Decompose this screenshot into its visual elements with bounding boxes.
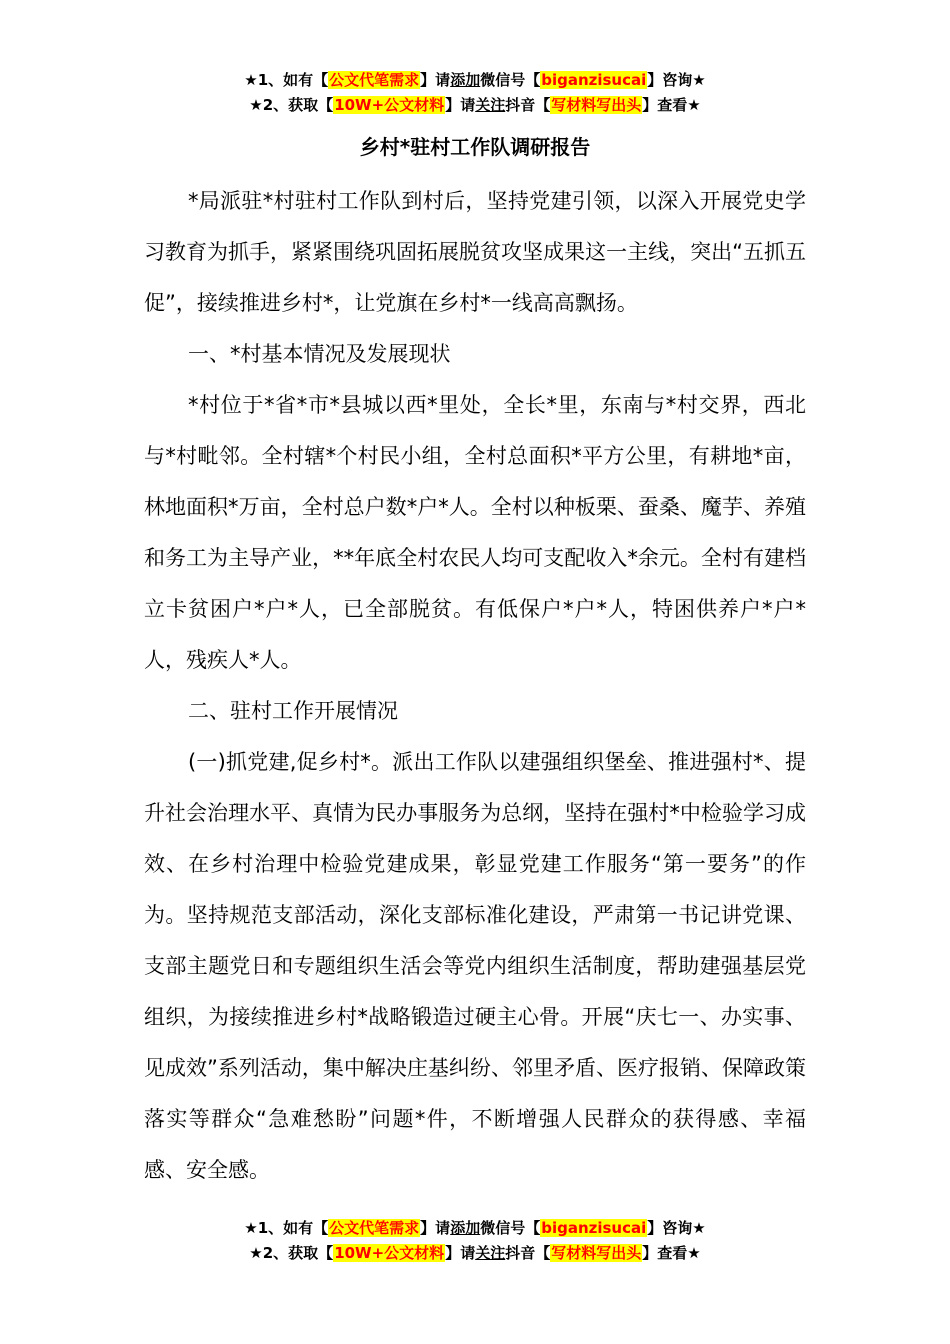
banner-line-2: ★2、获取【10W+公文材料】请关注抖音【写材料写出头】查看★	[249, 96, 701, 114]
paragraph-intro: *局派驻*村驻村工作队到村后，坚持党建引领，以深入开展党史学习教育为抓手，紧紧围绕巩固拓展脱贫攻坚成果这一主线，突出“五抓五促”，接续推进乡村*，让党旗在乡村*一线高高飘扬。	[144, 189, 806, 315]
section-heading-2: 二、驻村工作开展情况	[188, 699, 398, 723]
highlight-text: 公文代笔需求	[329, 71, 420, 89]
footer-banner	[0, 1216, 950, 1266]
document-body	[144, 176, 806, 1196]
douyin-name: 写材料写出头	[551, 1244, 642, 1262]
banner-line-2: ★2、获取【10W+公文材料】请关注抖音【写材料写出头】查看★	[249, 1244, 701, 1262]
wechat-id: biganzisucai	[541, 71, 647, 89]
header-banner	[0, 68, 950, 118]
banner-line-1: ★1、如有【公文代笔需求】请添加微信号【biganzisucai】咨询★	[244, 71, 706, 89]
paragraph-party-building: (一)抓党建,促乡村*。派出工作队以建强组织堡垒、推进强村*、提升社会治理水平、真情为民办事服务为总纲，坚持在强村*中检验学习成效、在乡村治理中检验党建成果，彰显党建工作服务“第一要务”的作为。坚持规范支部活动，深化支部标准化建设，严肃第一书记讲党课、支部主题党日和专题组织生活会等党内组织生活制度，帮助建强基层党组织，为接续推进乡村*战略锻造过硬主心骨。开展“庆七一、办实事、见成效”系列活动，集中解决庄基纠纷、邻里矛盾、医疗报销、保障政策落实等群众“急难愁盼”问题*件，不断增强人民群众的获得感、幸福感、安全感。	[144, 750, 806, 1182]
section-heading-1: 一、*村基本情况及发展现状	[188, 342, 451, 366]
paragraph-village-info: *村位于*省*市*县城以西*里处，全长*里，东南与*村交界，西北与*村毗邻。全村辖*个村民小组，全村总面积*平方公里，有耕地*亩，林地面积*万亩，全村总户数*户*人。全村以种板栗、蚕桑、魔芋、养殖和务工为主导产业，**年底全村农民人均可支配收入*余元。全村有建档立卡贫困户*户*人，已全部脱贫。有低保户*户*人，特困供养户*户*人，残疾人*人。	[144, 393, 806, 672]
wechat-id: biganzisucai	[541, 1219, 647, 1237]
highlight-text: 10W+公文材料	[334, 96, 445, 114]
document-title: 乡村*驻村工作队调研报告	[359, 135, 591, 159]
highlight-text: 10W+公文材料	[334, 1244, 445, 1262]
highlight-text: 公文代笔需求	[329, 1219, 420, 1237]
banner-line-1: ★1、如有【公文代笔需求】请添加微信号【biganzisucai】咨询★	[244, 1219, 706, 1237]
douyin-name: 写材料写出头	[551, 96, 642, 114]
